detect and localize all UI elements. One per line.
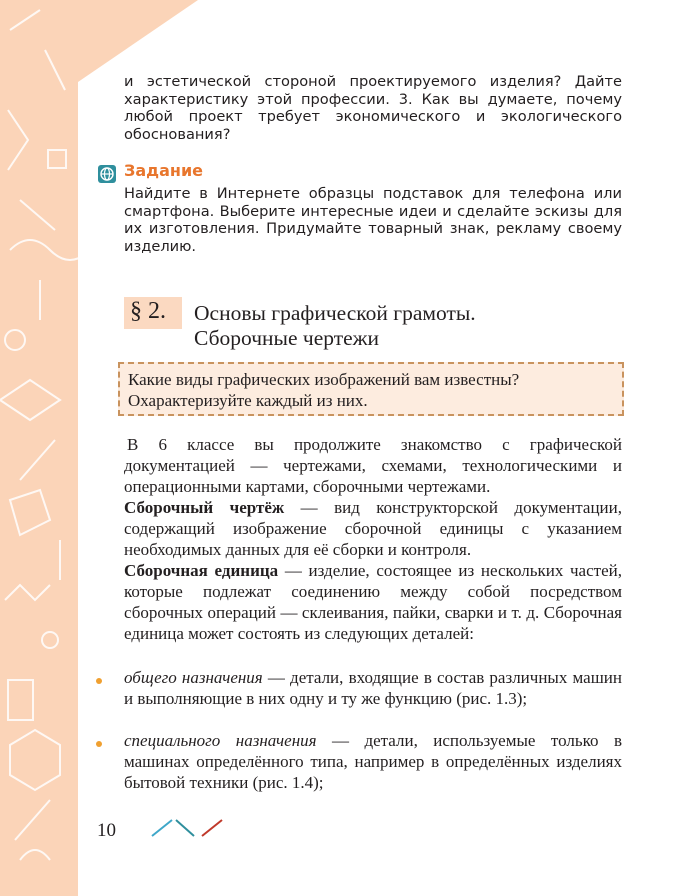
decorative-lines-icon <box>150 818 225 838</box>
section-number: § 2. <box>130 298 166 324</box>
list-item: специального назначения — детали, используемые только в машинах определённого типа, например в определённых изделиях бытовой техники (рис. 1.4); <box>124 731 623 792</box>
question-line2: Охарактеризуйте каждый из них. <box>128 391 368 410</box>
page-corner-decoration <box>78 0 198 82</box>
section-title-line1: Основы графической грамоты. <box>194 301 476 325</box>
page-number: 10 <box>97 820 116 841</box>
bullet-dot-icon <box>96 741 102 747</box>
decorative-sidebar <box>0 0 78 896</box>
question-text <box>128 369 519 411</box>
section-title <box>194 301 476 351</box>
list-item: общего назначения — детали, входящие в состав различных машин и выполняющие в них одну и ту же функцию (рис. 1.3); <box>124 668 622 708</box>
task-title: Задание <box>124 161 203 180</box>
term-assembly-drawing: Сборочный чертёж <box>124 498 285 517</box>
paragraph-2: Сборочный чертёж — вид конструкторской документации, содержащий изображение сборочной единицы с указанием необходимых данных для её сборки и контроля. <box>124 498 622 559</box>
doodle-pattern-icon <box>0 0 78 896</box>
section-title-line2: Сборочные чертежи <box>194 326 380 350</box>
intro-paragraph: и эстетической стороной проектируемого изделия? Дайте характеристику этой профессии. 3. Как вы думаете, почему любой проект требует экономического и экологического обоснования? <box>124 73 622 143</box>
task-text: Найдите в Интернете образцы подставок для телефона или смартфона. Выберите интересные идеи и сделайте эскизы для их изготовления. Придумайте товарный знак, рекламу своему изделию. <box>124 185 622 255</box>
globe-icon <box>98 165 116 183</box>
paragraph-3: Сборочная единица — изделие, состоящее из нескольких частей, которые подлежат соединению между собой посредством сборочных операций — склеивания, пайки, сварки и т. д. Сборочная единица может состоять из следующих деталей: <box>124 561 622 643</box>
bullet-dot-icon <box>96 678 102 684</box>
question-line1: Какие виды графических изображений вам известны? <box>128 370 520 389</box>
question-box <box>118 362 624 416</box>
term-assembly-unit: Сборочная единица <box>124 561 279 580</box>
paragraph-1: В 6 классе вы продолжите знакомство с графической документацией — чертежами, схемами, технологическими и операционными картами, сборочными чертежами. <box>124 435 622 496</box>
